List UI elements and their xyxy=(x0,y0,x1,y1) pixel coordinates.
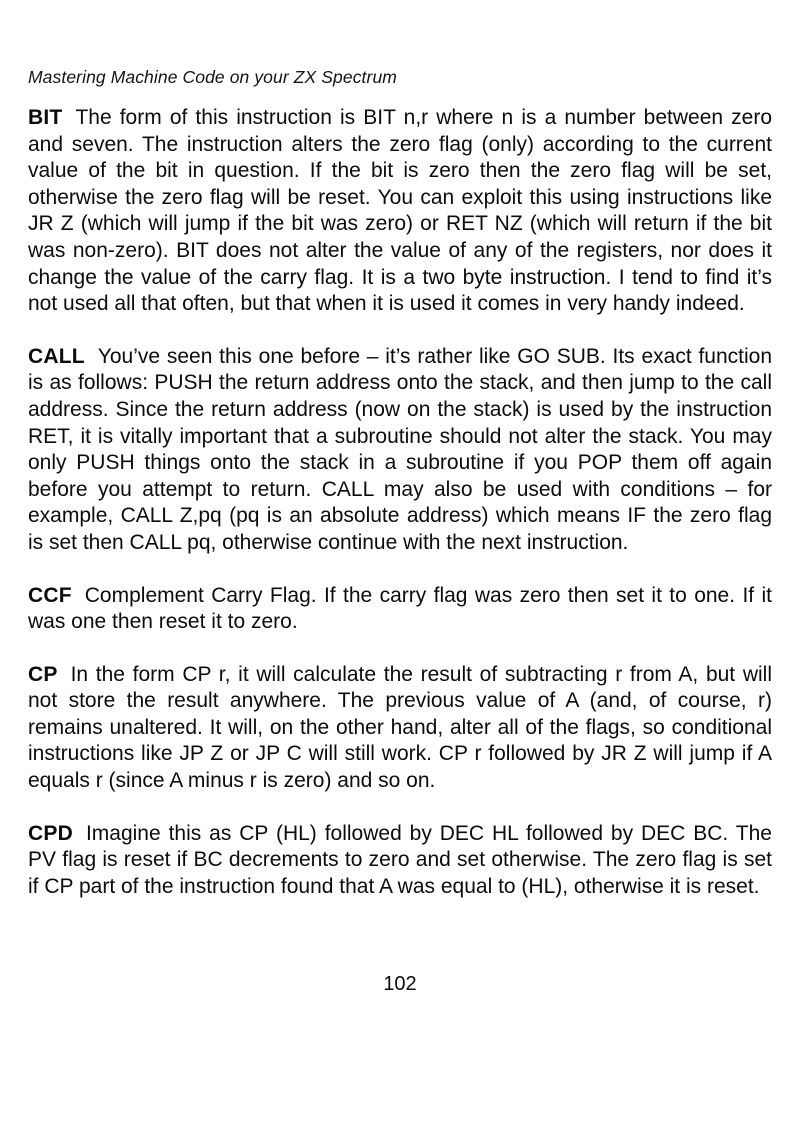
page-number: 102 xyxy=(383,973,417,996)
running-header: Mastering Machine Code on your ZX Spectrum xyxy=(28,67,397,87)
definition-text: The form of this instruction is BIT n,r where n is a number between zero and seven. The instruction alters the zero flag (only) according to the current value of the bit in question. If the bit is zero then the zero flag will be set, otherwise the zero flag will be reset. You can exploit this using instructions like JR Z (which will jump if the bit was zero) or RET NZ (which will return if the bit was non-zero). BIT does not alter the value of any of the registers, nor does it change the value of the carry flag. It is a two byte instruction. I tend to find it’s not used all that often, but that when it is used it comes in very handy indeed. xyxy=(28,106,772,316)
instruction-term: CALL xyxy=(28,344,85,368)
definition-text: In the form CP r, it will calculate the result of subtracting r from A, but will not store the result anywhere. The previous value of A (and, of course, r) remains unaltered. It will, on the other hand, alter all of the flags, so conditional instructions like JP Z or JP C will still work. CP r followed by JR Z will jump if A equals r (since A minus r is zero) and so on. xyxy=(28,662,772,793)
instruction-term: CCF xyxy=(28,583,72,607)
definition-text: Complement Carry Flag. If the carry flag was zero then set it to one. If it was one then reset it to zero. xyxy=(28,583,772,634)
definition-paragraph-cpd xyxy=(28,821,772,901)
definition-text: Imagine this as CP (HL) followed by DEC HL followed by DEC BC. The PV flag is reset if BC decrements to zero and set otherwise. The zero flag is set if CP part of the instruction found that A was equal to (HL), otherwise it is reset. xyxy=(28,821,772,898)
definition-text: You’ve seen this one before – it’s rather like GO SUB. Its exact function is as follows: PUSH the return address onto the stack, and then jump to the call address. Since the return address (now on the stack) is used by the instruction RET, it is vitally important that a subroutine should not alter the stack. You may only PUSH things onto the stack in a subroutine if you POP them off again before you attempt to return. CALL may also be used with conditions – for example, CALL Z,pq (pq is an absolute address) which means IF the zero flag is set then CALL pq, otherwise continue with the next instruction. xyxy=(28,344,772,554)
definition-paragraph-bit xyxy=(28,105,772,318)
instruction-term: BIT xyxy=(28,106,63,129)
definition-paragraph-cp xyxy=(28,662,772,795)
definition-paragraph-call xyxy=(28,344,772,557)
instruction-term: CPD xyxy=(28,821,73,845)
instruction-term: CP xyxy=(28,662,58,686)
definition-paragraph-ccf xyxy=(28,583,772,636)
